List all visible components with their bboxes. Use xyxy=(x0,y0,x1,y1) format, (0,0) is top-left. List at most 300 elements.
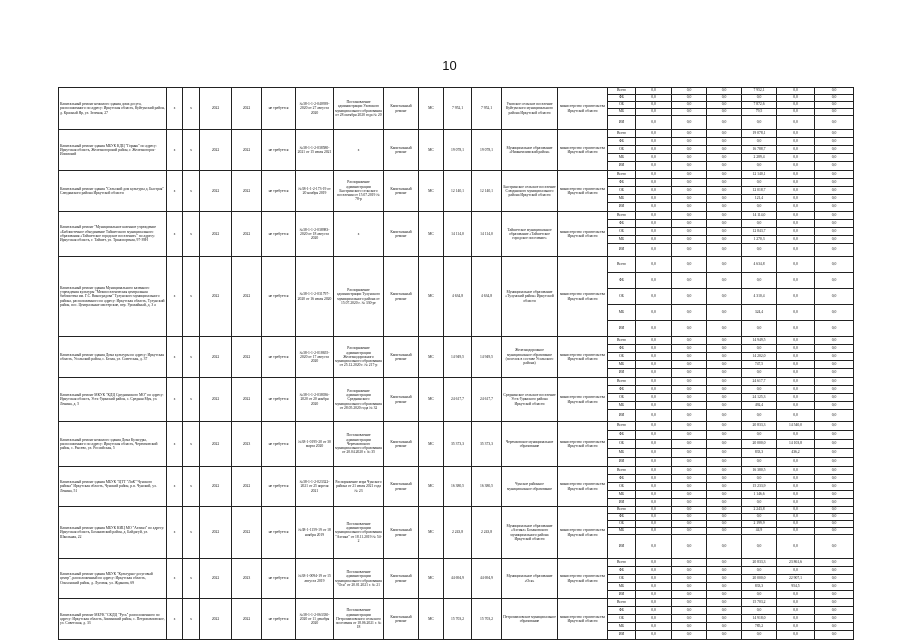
fin-source-label: ОБ xyxy=(608,228,636,236)
fin-value: 0,0 xyxy=(707,559,742,567)
fin-value: 0,0 xyxy=(672,440,707,449)
fin-value: 0,0 xyxy=(815,236,854,244)
cell-c14: министерство строительства Иркутской области xyxy=(558,378,608,422)
fin-value: 0,0 xyxy=(815,361,854,369)
fin-value: 0,0 xyxy=(636,102,672,109)
cell-c3: х xyxy=(183,171,200,212)
fin-value: 0,0 xyxy=(636,422,672,431)
fin-source-label: Всего xyxy=(608,599,636,607)
fin-value: 0,0 xyxy=(777,138,815,146)
fin-value: 0,0 xyxy=(815,353,854,361)
fin-value: 0,0 xyxy=(815,431,854,440)
fin-value: 0,0 xyxy=(636,440,672,449)
object-name: Капитальный ремонт здания Дома культуры по адресу: Иркутская область, Усольский район, с. Белая, ул. Советская, д. 37 xyxy=(59,337,167,378)
fin-value: 0,0 xyxy=(707,95,742,102)
cell-c3: х xyxy=(183,599,200,640)
fin-value: 0,0 xyxy=(636,567,672,575)
objects-table xyxy=(58,87,854,640)
fin-value: 0,0 xyxy=(815,321,854,337)
fin-value: 0,0 xyxy=(672,514,707,521)
fin-value: 24 617,7 xyxy=(742,378,777,386)
cell-c5: 2022 xyxy=(232,212,262,257)
fin-value: 0,0 xyxy=(707,467,742,475)
fin-value: 0,0 xyxy=(672,203,707,212)
fin-value: 0,0 xyxy=(672,244,707,257)
cell-c10: МС xyxy=(419,507,444,559)
fin-value: 0,0 xyxy=(707,483,742,491)
cell-c4: 2022 xyxy=(200,599,232,640)
fin-source-label: ИИ xyxy=(608,116,636,130)
table-row xyxy=(59,467,854,475)
fin-source-label: ФБ xyxy=(608,179,636,187)
fin-value: 0,0 xyxy=(636,394,672,402)
table-row xyxy=(59,171,854,179)
fin-value: 0,0 xyxy=(707,138,742,146)
fin-value: 0,0 xyxy=(636,116,672,130)
fin-value: 0,0 xyxy=(777,195,815,203)
cell-c10: МС xyxy=(419,422,444,467)
cell-c10: МС xyxy=(419,337,444,378)
fin-value: 2 199,9 xyxy=(742,521,777,528)
fin-value: 0,0 xyxy=(636,458,672,467)
fin-value: 0,0 xyxy=(636,615,672,623)
cell-c13: Тайшетское муниципальное образование «Тайшетское городское поселение» xyxy=(502,212,558,257)
fin-value: 0,0 xyxy=(742,321,777,337)
fin-value: 0,0 xyxy=(777,591,815,599)
fin-value: 0,0 xyxy=(707,116,742,130)
fin-source-label: ФБ xyxy=(608,95,636,102)
fin-value: 0,0 xyxy=(636,212,672,220)
fin-value: 0,0 xyxy=(672,491,707,499)
fin-value: 4 310,4 xyxy=(742,289,777,305)
cell-c13: Среднинское сельское поселение Усть-Удинского района Иркутской области xyxy=(502,378,558,422)
fin-value: 0,0 xyxy=(815,244,854,257)
fin-value: 14 114,0 xyxy=(742,212,777,220)
fin-value: 0,0 xyxy=(672,449,707,458)
fin-value: 0,0 xyxy=(672,559,707,567)
fin-source-label: ИИ xyxy=(608,535,636,559)
fin-value: 0,0 xyxy=(815,402,854,410)
fin-value: 0,0 xyxy=(707,361,742,369)
fin-value: 0,0 xyxy=(777,337,815,345)
cell-c14: министерство строительства Иркутской области xyxy=(558,507,608,559)
cell-c11: 7 952,1 xyxy=(444,88,472,130)
fin-value: 0,0 xyxy=(636,410,672,422)
cell-c4: 2022 xyxy=(200,378,232,422)
cell-c14: министерство строительства Иркутской области xyxy=(558,422,608,467)
fin-value: 0,0 xyxy=(707,203,742,212)
fin-source-label: ФБ xyxy=(608,386,636,394)
fin-value: 0,0 xyxy=(636,257,672,273)
cell-c12: 15 703,2 xyxy=(472,599,502,640)
fin-value: 0,0 xyxy=(815,95,854,102)
fin-source-label: ОБ xyxy=(608,289,636,305)
fin-value: 0,0 xyxy=(742,244,777,257)
cell-c10: МС xyxy=(419,212,444,257)
fin-value: 0,0 xyxy=(815,369,854,378)
fin-value: 0,0 xyxy=(815,88,854,95)
cell-c11: 44 694,9 xyxy=(444,559,472,599)
fin-value: 0,0 xyxy=(777,394,815,402)
fin-value: 0,0 xyxy=(707,162,742,171)
cell-c6: не требуется xyxy=(262,171,296,212)
fin-value: 0,0 xyxy=(777,273,815,289)
fin-value: 0,0 xyxy=(777,623,815,631)
cell-c9: Капитальный ремонт xyxy=(384,88,419,130)
fin-value: 0,0 xyxy=(815,475,854,483)
fin-value: 0,0 xyxy=(707,599,742,607)
fin-value: 0,0 xyxy=(742,631,777,640)
fin-value: 0,0 xyxy=(672,212,707,220)
cell-c14: министерство строительства Иркутской области xyxy=(558,212,608,257)
fin-value: 0,0 xyxy=(672,102,707,109)
fin-source-label: ФБ xyxy=(608,431,636,440)
fin-source-label: Всего xyxy=(608,88,636,95)
cell-c4: 2022 xyxy=(200,130,232,171)
fin-value: 20 000,0 xyxy=(742,440,777,449)
fin-value: 0,0 xyxy=(636,130,672,138)
fin-value: 7 952,1 xyxy=(742,88,777,95)
fin-value: 0,0 xyxy=(742,535,777,559)
fin-value: 0,0 xyxy=(672,631,707,640)
fin-value: 0,0 xyxy=(707,212,742,220)
cell-c7: №38-1-0094-19 от 15 августа 2019 xyxy=(296,559,334,599)
cell-c6: не требуется xyxy=(262,378,296,422)
fin-value: 0,0 xyxy=(672,195,707,203)
fin-value: 0,0 xyxy=(636,591,672,599)
fin-value: 0,0 xyxy=(672,431,707,440)
fin-value: 0,0 xyxy=(636,203,672,212)
cell-c8: Распоряжение администрации Тулунского муниципального района от 15.07.2020 г. № 330-рг xyxy=(334,257,384,337)
cell-c4: 2022 xyxy=(200,88,232,130)
fin-value: 0,0 xyxy=(742,162,777,171)
fin-value: 0,0 xyxy=(777,599,815,607)
cell-c3: х xyxy=(183,422,200,467)
fin-value: 0,0 xyxy=(777,203,815,212)
fin-value: 0,0 xyxy=(672,615,707,623)
fin-value: 0,0 xyxy=(707,422,742,431)
cell-c5: 2022 xyxy=(232,171,262,212)
fin-value: 833,3 xyxy=(742,449,777,458)
fin-source-label: ОБ xyxy=(608,440,636,449)
cell-c3: х xyxy=(183,257,200,337)
table-row xyxy=(59,378,854,386)
fin-value: 0,0 xyxy=(777,607,815,615)
cell-c11: 2 243,8 xyxy=(444,507,472,559)
fin-value: 0,0 xyxy=(707,507,742,514)
cell-c13: Муниципальное образование «Нижнеилимский район» xyxy=(502,130,558,171)
fin-value: 20 833,3 xyxy=(742,422,777,431)
fin-value: 19 078,1 xyxy=(742,130,777,138)
cell-c13: Черемховское муниципальное образование xyxy=(502,422,558,467)
fin-value: 0,0 xyxy=(636,289,672,305)
fin-value: 0,0 xyxy=(815,449,854,458)
fin-value: 0,0 xyxy=(777,458,815,467)
cell-c8: Постановление администрации Уховского муниципального образования от 28 октября 2020 года № 20 xyxy=(334,88,384,130)
fin-value: 0,0 xyxy=(672,146,707,154)
fin-value: 0,0 xyxy=(707,623,742,631)
fin-value: 0,0 xyxy=(672,475,707,483)
table-row xyxy=(59,130,854,138)
fin-value: 0,0 xyxy=(672,521,707,528)
fin-value: 0,0 xyxy=(672,138,707,146)
fin-value: 0,0 xyxy=(707,88,742,95)
fin-value: 0,0 xyxy=(636,599,672,607)
fin-value: 0,0 xyxy=(636,491,672,499)
fin-value: 0,0 xyxy=(707,528,742,535)
fin-value: 0,0 xyxy=(672,467,707,475)
cell-c3: х xyxy=(183,337,200,378)
fin-value: 0,0 xyxy=(777,410,815,422)
fin-value: 0,0 xyxy=(777,305,815,321)
fin-source-label: ИИ xyxy=(608,410,636,422)
cell-c8: Распоряжение администрации Среднинского муниципального образования от 28.05.2020 года № 32 xyxy=(334,378,384,422)
fin-value: 0,0 xyxy=(777,467,815,475)
fin-source-label: МБ xyxy=(608,154,636,162)
fin-value: 0,0 xyxy=(636,623,672,631)
cell-c14: министерство строительства Иркутской области xyxy=(558,171,608,212)
cell-c5: 2022 xyxy=(232,599,262,640)
fin-value: 747,5 xyxy=(742,361,777,369)
cell-c5: 2022 xyxy=(232,507,262,559)
cell-c9: Капитальный ремонт xyxy=(384,378,419,422)
fin-value: 14 202,0 xyxy=(742,353,777,361)
cell-c8: х xyxy=(334,130,384,171)
fin-value: 0,0 xyxy=(636,273,672,289)
fin-value: 0,0 xyxy=(672,535,707,559)
cell-c3: х xyxy=(183,559,200,599)
fin-value: 0,0 xyxy=(815,410,854,422)
fin-value: 0,0 xyxy=(815,499,854,507)
cell-c4: 2022 xyxy=(200,337,232,378)
cell-c2: х xyxy=(167,212,183,257)
cell-c8: Постановление администрации Петропавловского сельского поселения от 18.06.2021 г. № 18 xyxy=(334,599,384,640)
fin-value: 2 289,4 xyxy=(742,154,777,162)
fin-value: 0,0 xyxy=(636,449,672,458)
cell-c3: х xyxy=(183,88,200,130)
fin-value: 1 146,6 xyxy=(742,491,777,499)
fin-value: 0,0 xyxy=(742,458,777,467)
cell-c9: Капитальный ремонт xyxy=(384,212,419,257)
fin-source-label: МБ xyxy=(608,109,636,116)
fin-value: 0,0 xyxy=(636,138,672,146)
fin-value: 0,0 xyxy=(707,575,742,583)
cell-c14: министерство строительства Иркутской области xyxy=(558,559,608,599)
cell-c9: Капитальный ремонт xyxy=(384,599,419,640)
fin-value: 0,0 xyxy=(636,369,672,378)
cell-c9: Капитальный ремонт xyxy=(384,130,419,171)
cell-c4: 2022 xyxy=(200,559,232,599)
cell-c14: министерство строительства Иркутской области xyxy=(558,88,608,130)
fin-value: 0,0 xyxy=(707,273,742,289)
cell-c7: №38-1-1-2-031797-2020 от 16 июля 2020 xyxy=(296,257,334,337)
fin-value: 7 872,6 xyxy=(742,102,777,109)
fin-value: 0,0 xyxy=(815,440,854,449)
fin-value: 0,0 xyxy=(742,386,777,394)
cell-c12: 35 373,3 xyxy=(472,422,502,467)
fin-value: 0,0 xyxy=(742,273,777,289)
fin-value: 0,0 xyxy=(742,345,777,353)
fin-value: 14 540,0 xyxy=(777,422,815,431)
fin-value: 0,0 xyxy=(707,491,742,499)
fin-value: 0,0 xyxy=(815,257,854,273)
fin-value: 0,0 xyxy=(742,116,777,130)
fin-value: 1 270,3 xyxy=(742,236,777,244)
fin-source-label: Всего xyxy=(608,378,636,386)
fin-value: 0,0 xyxy=(636,337,672,345)
fin-value: 0,0 xyxy=(672,162,707,171)
fin-value: 0,0 xyxy=(777,244,815,257)
fin-value: 0,0 xyxy=(707,345,742,353)
fin-value: 0,0 xyxy=(707,631,742,640)
fin-value: 0,0 xyxy=(742,475,777,483)
cell-c14: министерство строительства Иркутской области xyxy=(558,467,608,507)
fin-source-label: ИИ xyxy=(608,591,636,599)
cell-c5: 2022 xyxy=(232,257,262,337)
cell-c9: Капитальный ремонт xyxy=(384,337,419,378)
cell-c5: 2023 xyxy=(232,422,262,467)
fin-value: 0,0 xyxy=(636,528,672,535)
fin-value: 0,0 xyxy=(636,483,672,491)
fin-source-label: МБ xyxy=(608,491,636,499)
fin-value: 0,0 xyxy=(636,95,672,102)
cell-c8: Постановление администрации муниципального образования "Ахтиял" от 18.11.2019 № 54-2 xyxy=(334,507,384,559)
fin-value: 0,0 xyxy=(672,567,707,575)
fin-value: 0,0 xyxy=(777,615,815,623)
fin-source-label: ИИ xyxy=(608,369,636,378)
fin-value: 0,0 xyxy=(815,528,854,535)
cell-c10: МС xyxy=(419,257,444,337)
fin-value: 324,4 xyxy=(742,305,777,321)
cell-c8: Постановление администрации муниципального образования "Ося" от 20.01.2021 г. № 21 xyxy=(334,559,384,599)
fin-value: 0,0 xyxy=(672,289,707,305)
cell-c2: х xyxy=(167,337,183,378)
fin-value: 0,0 xyxy=(815,195,854,203)
fin-value: 0,0 xyxy=(707,195,742,203)
fin-value: 0,0 xyxy=(636,171,672,179)
fin-value: 0,0 xyxy=(815,130,854,138)
cell-c2: х xyxy=(167,378,183,422)
cell-c4: 2022 xyxy=(200,422,232,467)
fin-value: 0,0 xyxy=(636,88,672,95)
fin-value: 0,0 xyxy=(672,583,707,591)
fin-value: 0,0 xyxy=(777,162,815,171)
fin-value: 0,0 xyxy=(707,236,742,244)
fin-value: 0,0 xyxy=(815,422,854,431)
fin-source-label: ОБ xyxy=(608,521,636,528)
cell-c10: МС xyxy=(419,171,444,212)
fin-value: 0,0 xyxy=(707,514,742,521)
fin-value: 2 243,8 xyxy=(742,507,777,514)
cell-c8: Распоряжение администрации Быстринского сельского поселения от 15.07.2019 № 78-р xyxy=(334,171,384,212)
fin-value: 0,0 xyxy=(672,507,707,514)
fin-source-label: ИИ xyxy=(608,244,636,257)
fin-value: 0,0 xyxy=(815,273,854,289)
fin-value: 0,0 xyxy=(636,631,672,640)
fin-value: 0,0 xyxy=(707,179,742,187)
fin-value: 0,0 xyxy=(707,146,742,154)
fin-value: 0,0 xyxy=(707,220,742,228)
fin-value: 0,0 xyxy=(742,499,777,507)
cell-c11: 35 373,3 xyxy=(444,422,472,467)
cell-c10: МС xyxy=(419,599,444,640)
fin-source-label: МБ xyxy=(608,528,636,535)
page-number: 10 xyxy=(442,58,457,73)
cell-c8: Распоряжение мэра Чунского района от 21 июля 2021 года № 23 xyxy=(334,467,384,507)
fin-value: 22 907,1 xyxy=(777,575,815,583)
fin-source-label: МБ xyxy=(608,195,636,203)
fin-source-label: Всего xyxy=(608,212,636,220)
fin-value: 0,0 xyxy=(636,499,672,507)
fin-value: 0,0 xyxy=(707,257,742,273)
fin-value: 0,0 xyxy=(636,559,672,567)
fin-value: 4 634,8 xyxy=(742,257,777,273)
cell-c13: Железнодорожное муниципальное образование (поселок в составе Усольского района) xyxy=(502,337,558,378)
fin-value: 0,0 xyxy=(815,631,854,640)
fin-value: 0,0 xyxy=(707,289,742,305)
cell-c6: не требуется xyxy=(262,257,296,337)
fin-value: 0,0 xyxy=(742,203,777,212)
cell-c6: не требуется xyxy=(262,467,296,507)
fin-value: 0,0 xyxy=(672,394,707,402)
cell-c8: Постановление администрации Черемховского муниципального образования от 20.04.2020 г. № 35 xyxy=(334,422,384,467)
cell-c10: МС xyxy=(419,130,444,171)
fin-value: 0,0 xyxy=(777,102,815,109)
cell-c7: №38-1-1-2-173-19 от 20 ноября 2019 xyxy=(296,171,334,212)
fin-value: 0,0 xyxy=(707,449,742,458)
fin-value: 0,0 xyxy=(672,179,707,187)
fin-value: 0,0 xyxy=(742,95,777,102)
fin-value: 0,0 xyxy=(777,514,815,521)
cell-c14: министерство строительства Иркутской области xyxy=(558,130,608,171)
fin-value: 0,0 xyxy=(707,187,742,195)
fin-value: 0,0 xyxy=(636,361,672,369)
cell-c12: 4 634,8 xyxy=(472,257,502,337)
fin-value: 0,0 xyxy=(815,575,854,583)
fin-value: 0,0 xyxy=(672,95,707,102)
fin-value: 0,0 xyxy=(707,305,742,321)
fin-value: 0,0 xyxy=(672,236,707,244)
fin-value: 0,0 xyxy=(707,386,742,394)
cell-c7: №38-1-1-2-018655-2020 от 17 августа 2020 xyxy=(296,337,334,378)
fin-value: 0,0 xyxy=(636,467,672,475)
cell-c4: 2022 xyxy=(200,467,232,507)
fin-source-label: МБ xyxy=(608,623,636,631)
fin-value: 0,0 xyxy=(707,130,742,138)
cell-c11: 14 949,5 xyxy=(444,337,472,378)
cell-c6: не требуется xyxy=(262,422,296,467)
fin-value: 0,0 xyxy=(707,591,742,599)
fin-value: 0,0 xyxy=(815,458,854,467)
fin-value: 0,0 xyxy=(815,567,854,575)
cell-c6: не требуется xyxy=(262,507,296,559)
table-row xyxy=(59,257,854,273)
cell-c14: министерство строительства Иркутской области xyxy=(558,599,608,640)
cell-c12: 19 078,1 xyxy=(472,130,502,171)
cell-c3: х xyxy=(183,467,200,507)
fin-value: 0,0 xyxy=(636,514,672,521)
table-row xyxy=(59,88,854,95)
fin-value: 0,0 xyxy=(777,386,815,394)
cell-c10: МС xyxy=(419,378,444,422)
fin-value: 0,0 xyxy=(815,187,854,195)
cell-c7: №38-1-1-2-023322-2021 от 25 апреля 2021 xyxy=(296,467,334,507)
fin-value: 0,0 xyxy=(815,507,854,514)
fin-value: 15 703,2 xyxy=(742,599,777,607)
cell-c10: МС xyxy=(419,467,444,507)
fin-value: 0,0 xyxy=(672,591,707,599)
fin-value: 0,0 xyxy=(777,212,815,220)
